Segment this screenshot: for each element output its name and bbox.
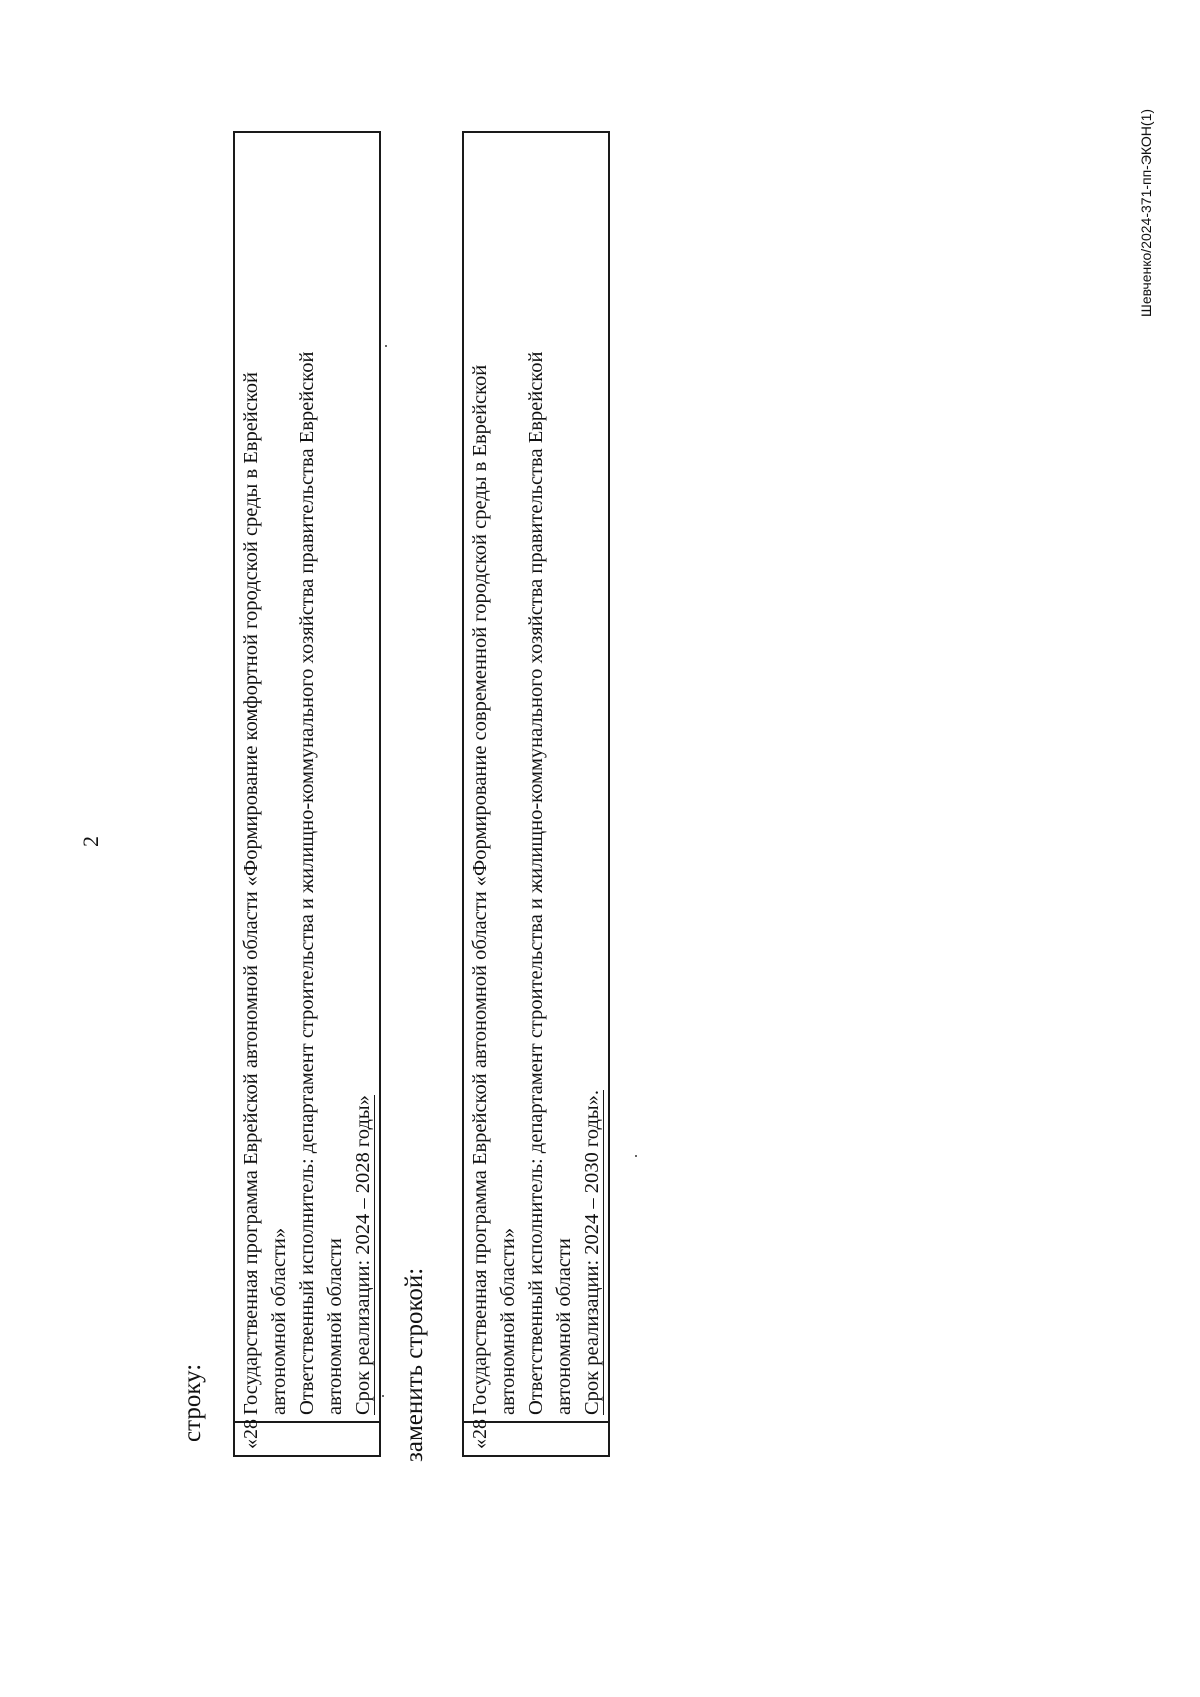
new-row-label: заменить строкой: [401, 1267, 428, 1462]
footer-document-code: Шевченко/2024-371-пп-ЭКОН(1) [1138, 108, 1154, 317]
new-row-line-2: автономной области» [497, 1227, 519, 1415]
old-row-line-3: Ответственный исполнитель: департамент строительства и жилищно-коммунального хозяйства правительства Еврейской [296, 351, 318, 1415]
old-row-line-4: автономной области [324, 1238, 346, 1415]
new-row-number: «28 [464, 1421, 608, 1455]
old-row-term: Срок реализации: 2024 – 2028 годы» [352, 1095, 374, 1415]
old-row-text [235, 133, 379, 1421]
new-table-row [462, 131, 610, 1457]
scan-speck [382, 1395, 384, 1397]
new-row-line-3: Ответственный исполнитель: департамент строительства и жилищно-коммунального хозяйства правительства Еврейской [525, 351, 547, 1415]
old-row-label: строку: [179, 1363, 206, 1442]
page-number: 2 [78, 836, 103, 847]
old-row-number: «28 [235, 1421, 379, 1455]
scan-speck [385, 345, 387, 347]
new-row-line-4: автономной области [553, 1238, 575, 1415]
old-row-line-1: Государственная программа Еврейской автономной области «Формирование комфортной городской среды в Еврейской [240, 371, 262, 1415]
new-row-text [464, 133, 608, 1421]
new-row-line-1: Государственная программа Еврейской автономной области «Формирование современной городской среды в Еврейской [469, 364, 491, 1415]
new-row-term: Срок реализации: 2024 – 2030 годы». [581, 1089, 603, 1415]
old-row-line-2: автономной области» [268, 1227, 290, 1415]
scan-speck [635, 1155, 637, 1157]
old-table-row [233, 131, 381, 1457]
